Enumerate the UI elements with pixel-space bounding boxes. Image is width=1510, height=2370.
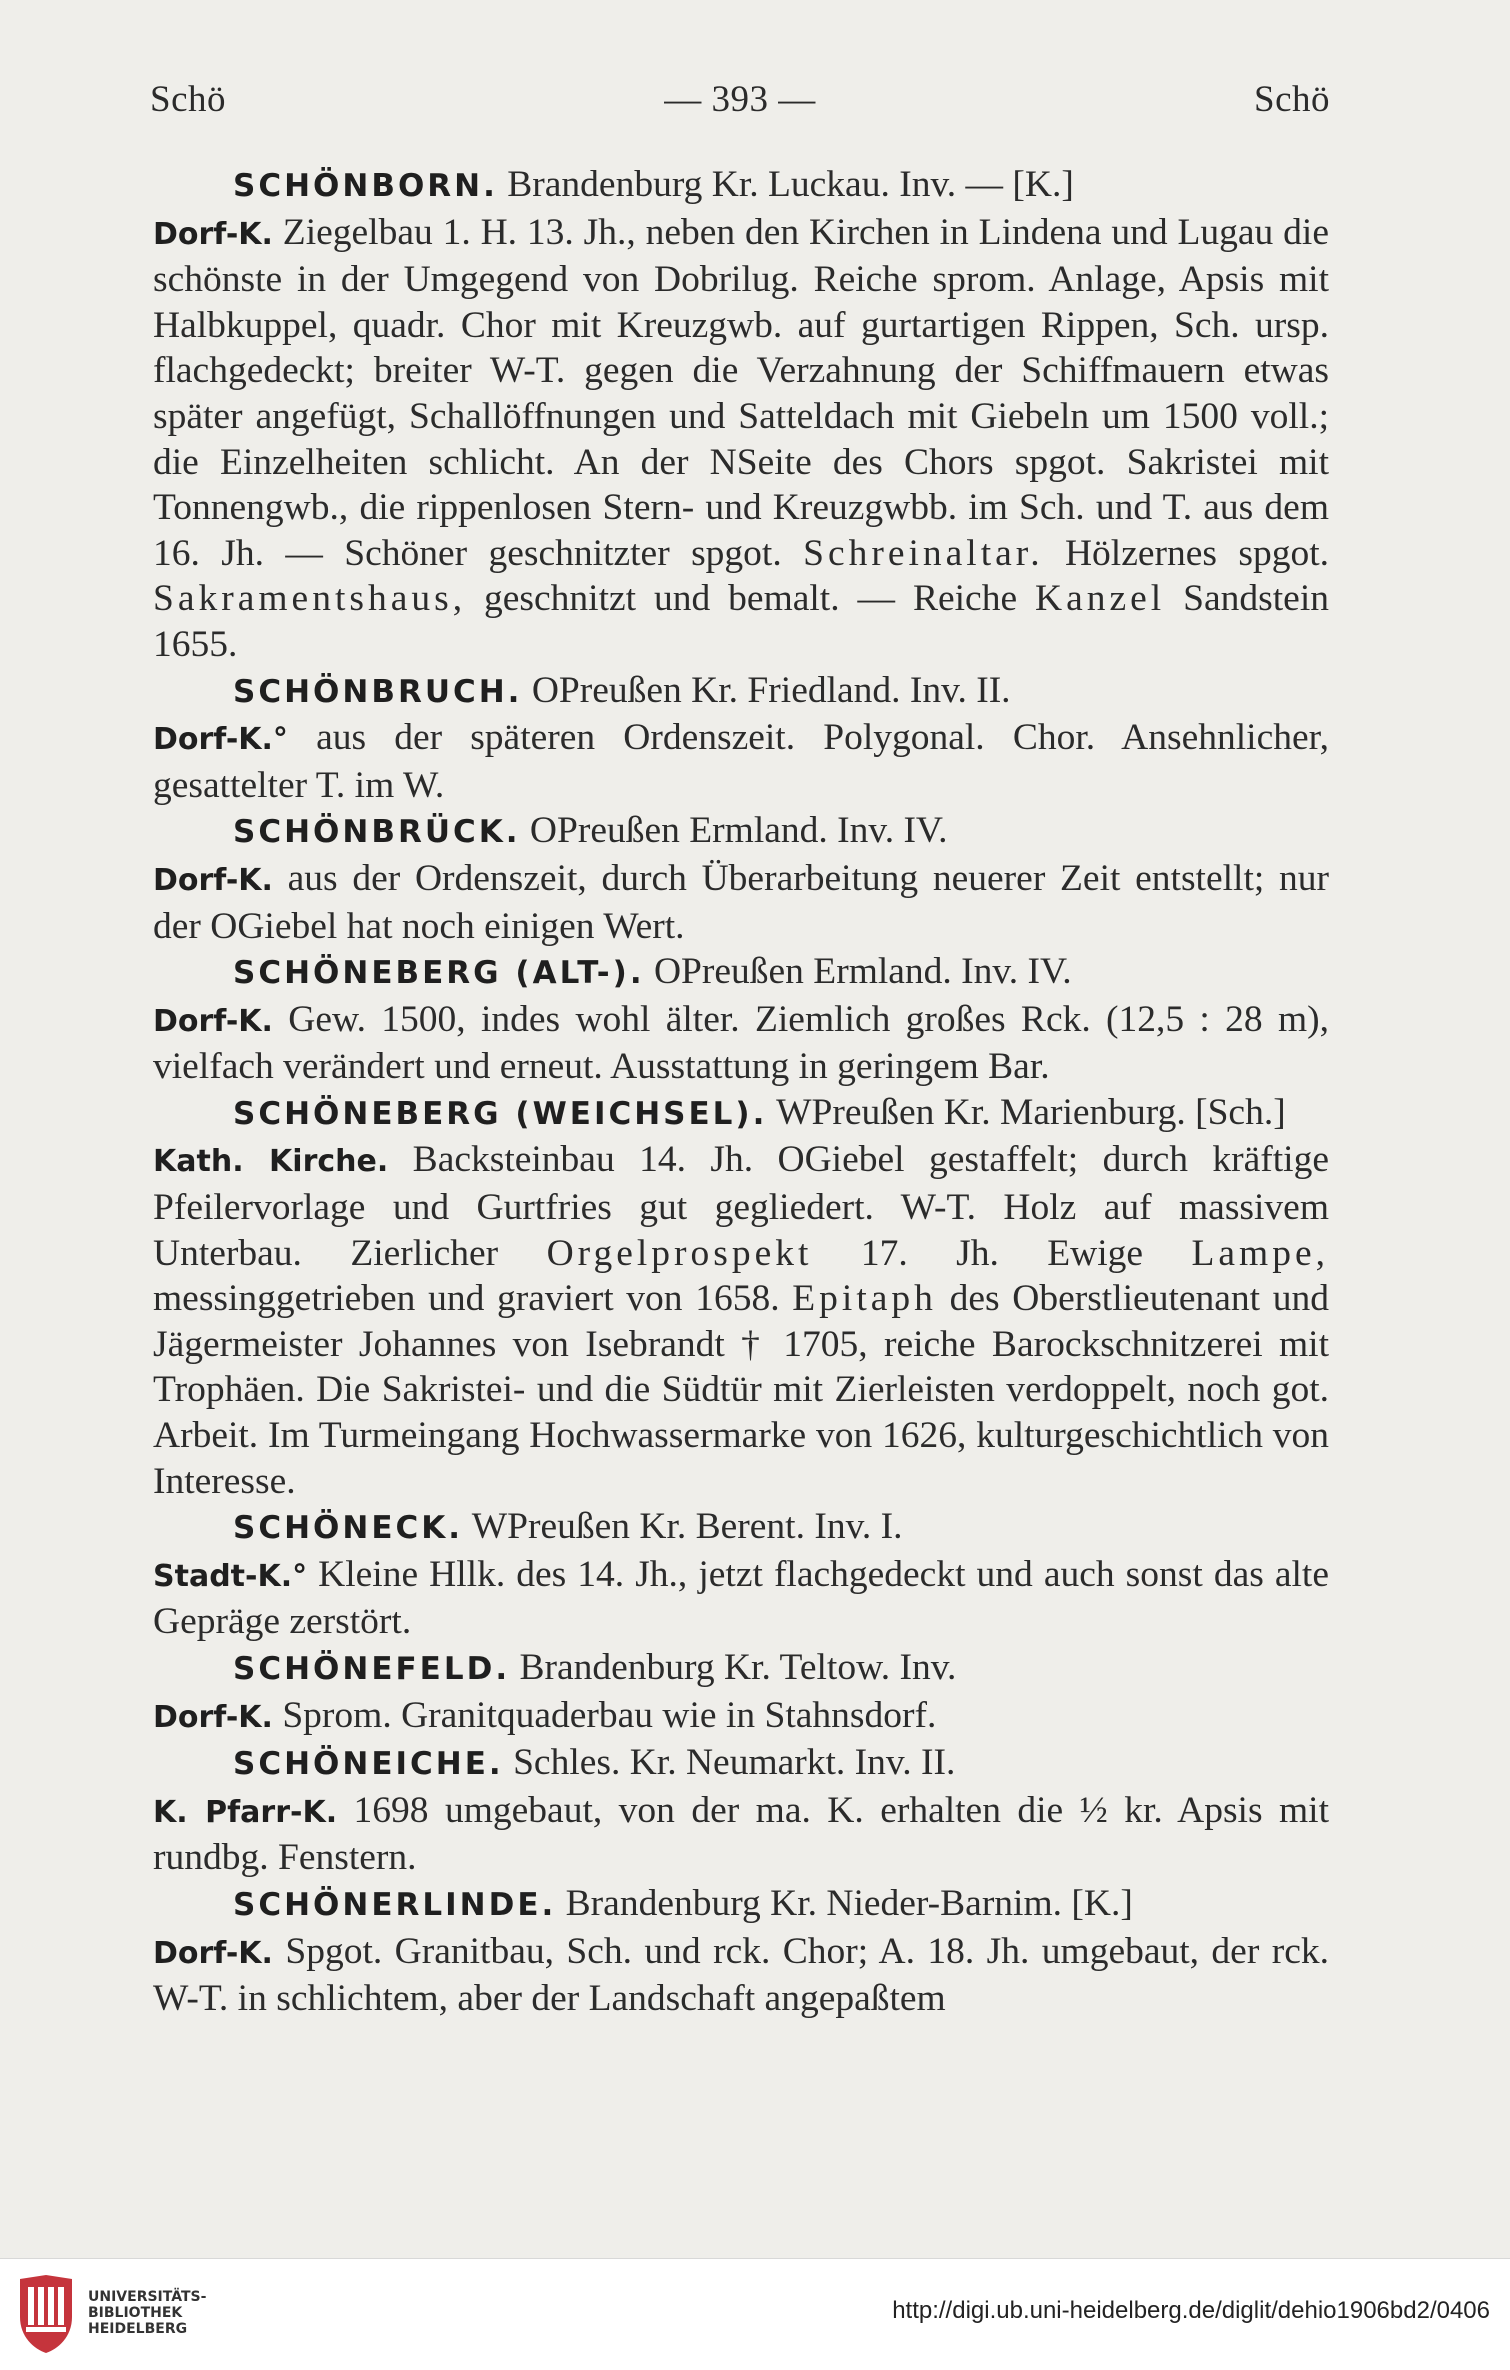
entry-text bbox=[153, 997, 1329, 1090]
entry-place: WPreußen Kr. Berent. Inv. I. bbox=[463, 1506, 903, 1548]
entry-label: Kath. Kirche. bbox=[153, 1144, 389, 1180]
entry-text bbox=[153, 715, 1329, 808]
entry-label: Dorf-K. bbox=[153, 862, 273, 898]
entry-schoenborn bbox=[153, 162, 1329, 668]
spaced-term: Schreinaltar. bbox=[803, 532, 1044, 574]
entry-headline bbox=[153, 668, 1329, 716]
entry-place: WPreußen Kr. Marienburg. [Sch.] bbox=[767, 1091, 1286, 1133]
entry-keyword: SCHÖNEICHE. bbox=[233, 1746, 504, 1783]
running-head bbox=[150, 78, 1330, 128]
library-name-line: HEIDELBERG bbox=[88, 2321, 188, 2337]
spaced-term: Kanzel bbox=[1035, 578, 1166, 620]
entry-text bbox=[153, 210, 1329, 668]
running-head-left: Schö bbox=[150, 79, 226, 120]
entry-label: Dorf-K. bbox=[153, 216, 273, 252]
entry-text-part: 1698 umgebaut, von der ma. K. erhalten die ½ kr. Apsis mit rundbg. Fenstern. bbox=[153, 1789, 1329, 1879]
entry-headline bbox=[153, 1740, 1329, 1788]
entry-text-part: aus der Ordenszeit, durch Überarbeitung neuerer Zeit entstellt; nur der OGiebel hat noch einigen Wert. bbox=[153, 857, 1329, 947]
digitization-footer bbox=[0, 2258, 1510, 2370]
library-name-line: BIBLIOTHEK bbox=[88, 2305, 183, 2321]
entry-place: Schles. Kr. Neumarkt. Inv. II. bbox=[503, 1742, 956, 1784]
entry-place: OPreußen Ermland. Inv. IV. bbox=[644, 951, 1072, 993]
entry-keyword: SCHÖNERLINDE. bbox=[233, 1886, 557, 1923]
spaced-term: Sakramentshaus, bbox=[153, 578, 467, 620]
entry-text-part: 17. Jh. Ewige bbox=[812, 1232, 1192, 1274]
entry-keyword: SCHÖNBRUCH. bbox=[233, 673, 523, 710]
library-name-line: UNIVERSITÄTS- bbox=[88, 2289, 207, 2305]
entry-schoeneiche bbox=[153, 1740, 1329, 1881]
entry-headline bbox=[153, 1881, 1329, 1929]
spaced-term: Lampe, bbox=[1191, 1232, 1329, 1274]
entry-text bbox=[153, 1552, 1329, 1645]
entry-keyword: SCHÖNEFELD. bbox=[233, 1651, 511, 1687]
entry-headline bbox=[153, 1645, 1329, 1693]
library-name bbox=[88, 2289, 206, 2337]
entry-headline bbox=[153, 162, 1329, 210]
entry-label: Dorf-K. bbox=[153, 1699, 273, 1735]
entry-text-part: des Oberstlieutenant und Jägermeister Johannes von Isebrandt † 1705, reiche Barockschnitzerei mit Trophäen. Die Sakristei- und die Südtür mit Zierleisten verdoppelt, noch got. Arbeit. Im Turmeingang Hochwassermarke von 1626, kulturgeschichtlich von Interesse. bbox=[153, 1278, 1329, 1502]
entry-keyword: SCHÖNBRÜCK. bbox=[233, 814, 521, 851]
entry-text-part: Sprom. Granitquaderbau wie in Stahnsdorf. bbox=[272, 1694, 937, 1736]
entry-text-part: Hölzernes spgot. bbox=[1043, 532, 1329, 574]
entry-text-part: Ziegelbau 1. H. 13. Jh., neben den Kirchen in Lindena und Lugau die schönste in der Umgegend von Dobrilug. Reiche sprom. Anlage, Apsis mit Halbkuppel, quadr. Chor mit Kreuzgwb. auf gurtartigen Rippen, Sch. ursp. flachgedeckt; breiter W-T. gegen die Verzahnung der Schiffmauern etwas später angefügt, Schallöffnungen und Satteldach mit Giebeln um 1500 voll.; die Einzelheiten schlicht. An der NSeite des Chors spgot. Sakristei mit Tonnengwb., die rippenlosen Stern- und Kreuzgwbb. im Sch. und T. aus dem 16. Jh. — Schöner geschnitzter spgot. bbox=[153, 211, 1329, 574]
entry-headline bbox=[153, 949, 1329, 997]
entry-keyword: SCHÖNBORN. bbox=[233, 168, 498, 204]
spaced-term: Orgelprospekt bbox=[546, 1232, 813, 1274]
entry-schoeneck bbox=[153, 1504, 1329, 1645]
entry-text-part: messinggetrieben und graviert von 1658. bbox=[153, 1278, 793, 1320]
entry-label: Stadt-K.° bbox=[153, 1558, 308, 1594]
page-body bbox=[153, 162, 1329, 2022]
entry-text-part: Gew. 1500, indes wohl älter. Ziemlich großes Rck. (12,5 : 28 m), vielfach verändert und erneut. Ausstattung in geringem Bar. bbox=[153, 998, 1329, 1088]
entry-text-part: Spgot. Granitbau, Sch. und rck. Chor; A. 18. Jh. umgebaut, der rck. W-T. in schlichtem, aber der Landschaft angepaßtem bbox=[153, 1930, 1329, 2020]
entry-text bbox=[153, 1788, 1329, 1881]
entry-headline bbox=[153, 1090, 1329, 1138]
entry-place: Brandenburg Kr. Luckau. Inv. — [K.] bbox=[497, 164, 1074, 205]
page-number: — 393 — bbox=[664, 79, 816, 120]
entry-label: Dorf-K. bbox=[153, 1003, 273, 1039]
entry-text-part: aus der späteren Ordenszeit. Polygonal. Chor. Ansehnlicher, gesattelter T. im W. bbox=[153, 717, 1329, 806]
entry-text-part: Backsteinbau 14. Jh. OGiebel gestaffelt; durch kräftige Pfeilervorlage und Gurtfries gut gegliedert. W-T. Holz auf massivem Unterbau. Zierlicher bbox=[153, 1139, 1329, 1274]
entry-headline bbox=[153, 808, 1329, 856]
entry-schoenbrueck bbox=[153, 808, 1329, 949]
entry-text-part: Sandstein 1655. bbox=[153, 578, 1329, 665]
entry-text bbox=[153, 1137, 1329, 1504]
spaced-term: Epitaph bbox=[792, 1278, 937, 1320]
entry-label: Dorf-K. bbox=[153, 1935, 273, 1971]
entry-keyword: SCHÖNEBERG (WEICHSEL). bbox=[233, 1095, 768, 1132]
entry-place: Brandenburg Kr. Nieder-Barnim. [K.] bbox=[556, 1882, 1133, 1924]
entry-text-part: Kleine Hllk. des 14. Jh., jetzt flachgedeckt und auch sonst das alte Gepräge zerstört. bbox=[153, 1553, 1329, 1643]
entry-place: OPreußen Ermland. Inv. IV. bbox=[520, 810, 948, 852]
entry-text bbox=[153, 1693, 1329, 1741]
entry-place: OPreußen Kr. Friedland. Inv. II. bbox=[522, 669, 1011, 711]
entry-text-part: geschnitzt und bemalt. — Reiche bbox=[466, 578, 1036, 620]
entry-place: Brandenburg Kr. Teltow. Inv. bbox=[510, 1647, 957, 1688]
entry-schoeneberg-weichsel bbox=[153, 1090, 1329, 1504]
running-head-right: Schö bbox=[1254, 79, 1330, 120]
university-library-logo-icon bbox=[16, 2273, 76, 2355]
entry-keyword: SCHÖNECK. bbox=[233, 1510, 464, 1547]
entry-text bbox=[153, 856, 1329, 949]
entry-keyword: SCHÖNEBERG (ALT-). bbox=[233, 955, 645, 992]
entry-label: K. Pfarr-K. bbox=[153, 1794, 338, 1830]
entry-schoenefeld bbox=[153, 1645, 1329, 1740]
source-url-link[interactable]: http://digi.ub.uni-heidelberg.de/diglit/dehio1906bd2/0406 bbox=[892, 2297, 1490, 2324]
entry-schoeneberg-alt bbox=[153, 949, 1329, 1090]
entry-label: Dorf-K.° bbox=[153, 722, 288, 758]
entry-schoenerlinde bbox=[153, 1881, 1329, 2022]
entry-headline bbox=[153, 1504, 1329, 1552]
entry-schoenbruch bbox=[153, 668, 1329, 809]
entry-text bbox=[153, 1929, 1329, 2022]
